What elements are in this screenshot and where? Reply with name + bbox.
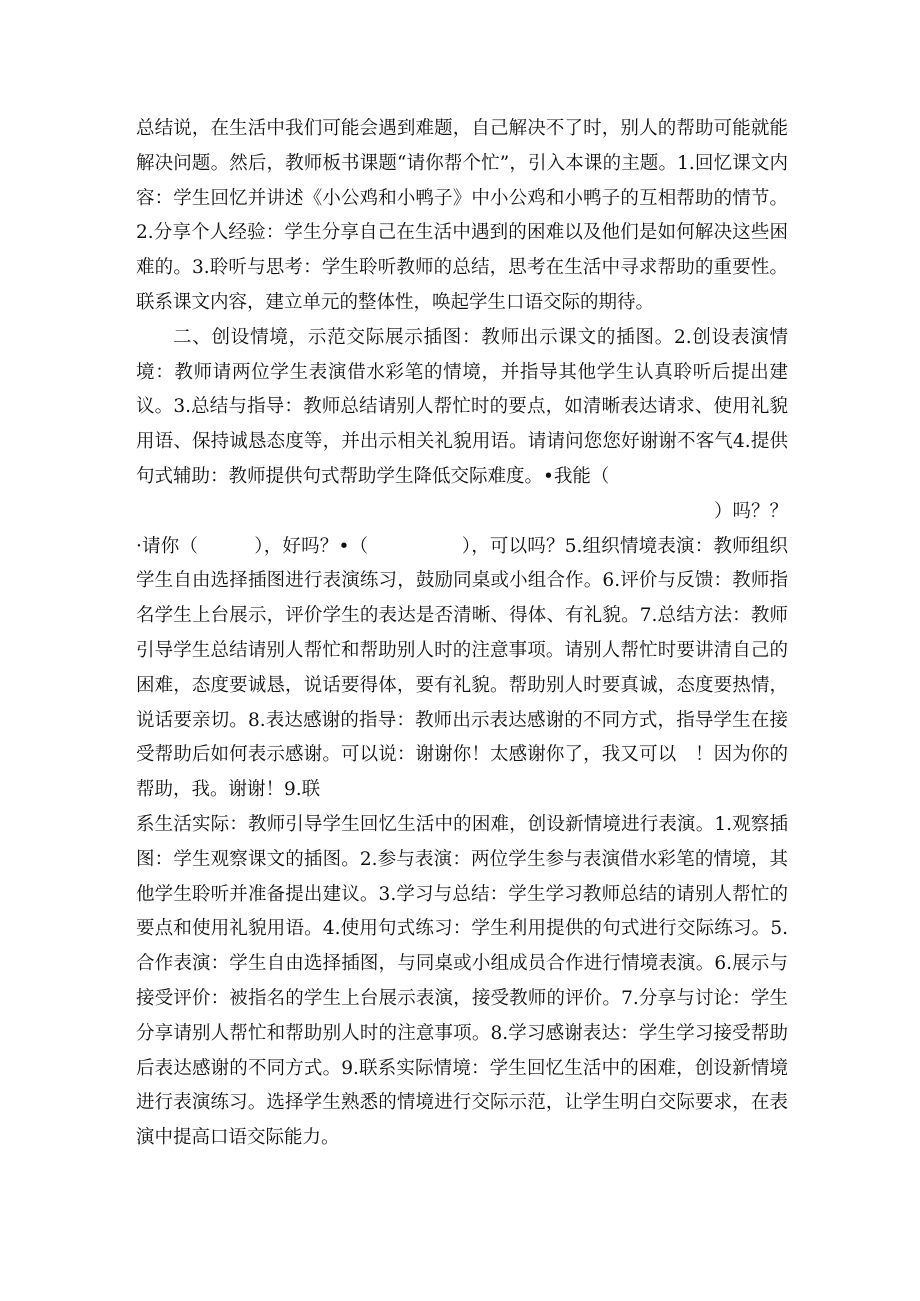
paragraph-student-activities: 系生活实际：教师引导学生回忆生活中的困难，创设新情境进行表演。1.观察插图：学生观察课文的插图。2.参与表演：两位学生参与表演借水彩笔的情境，其他学生聆听并准备提出建议。3.学习与总结：学生学习教师总结的请别人帮忙的要点和使用礼貌用语。4.使用句式练习：学生利用提供的句式进行交际练习。5.合作表演：学生自由选择插图，与同桌或小组成员合作进行情境表演。6.展示与接受评价：被指名的学生上台展示表演，接受教师的评价。7.分享与讨论：学生分享请别人帮忙和帮助别人时的注意事项。8.学习感谢表达：学生学习接受帮助后表达感谢的不同方式。9.联系实际情境：学生回忆生活中的困难，创设新情境进行表演练习。选择学生熟悉的情境进行交际示范，让学生明白交际要求，在表演中提高口语交际能力。 [136, 813, 788, 1149]
paragraph-intro-summary: 总结说，在生活中我们可能会遇到难题，自己解决不了时，别人的帮助可能就能解决问题。然后，教师板书课题“请你帮个忙”，引入本课的主题。1.回忆课文内容：学生回忆并讲述《小公鸡和小鸭子》中小公鸡和小鸭子的互相帮助的情节。2.分享个人经验：学生分享自己在生活中遇到的困难以及他们是如何解决这些困难的。3.聆听与思考：学生聆听教师的总结，思考在生活中寻求帮助的重要性。联系课文内容，建立单元的整体性，唤起学生口语交际的期待。 [136, 118, 788, 313]
paragraph-section-two: 二、创设情境，示范交际展示插图：教师出示课文的插图。2.创设表演情境：教师请两位学生表演借水彩笔的情境，并指导其他学生认真聆听后提出建议。3.总结与指导：教师总结请别人帮忙时的要点，如清晰表达请求、使用礼貌用语、保持诚恳态度等，并出示相关礼貌用语。请请问您您好谢谢不客气4.提供句式辅助：教师提供句式帮助学生降低交际难度。•我能（ [136, 326, 788, 487]
paragraph-sentence-patterns: ·请你（ ），好吗？•（ ），可以吗？5.组织情境表演：教师组织学生自由选择插图进行表演练习，鼓励同桌或小组合作。6.评价与反馈：教师指名学生上台展示，评价学生的表达是否清晰、得体、有礼貌。7.总结方法：教师引导学生总结请别人帮忙和帮助别人时的注意事项。请别人帮忙时要讲清自己的困难，态度要诚恳，说话要得体，要有礼貌。帮助别人时要真诚，态度要热情，说话要亲切。8.表达感谢的指导：教师出示表达感谢的不同方式，指导学生在接受帮助后如何表示感谢。可以说：谢谢你！太感谢你了，我又可以 ！因为你的帮助，我。谢谢！9.联 [136, 535, 788, 801]
document-body [136, 112, 788, 1156]
sentence-pattern-continuation: ）吗？？ [713, 500, 788, 522]
